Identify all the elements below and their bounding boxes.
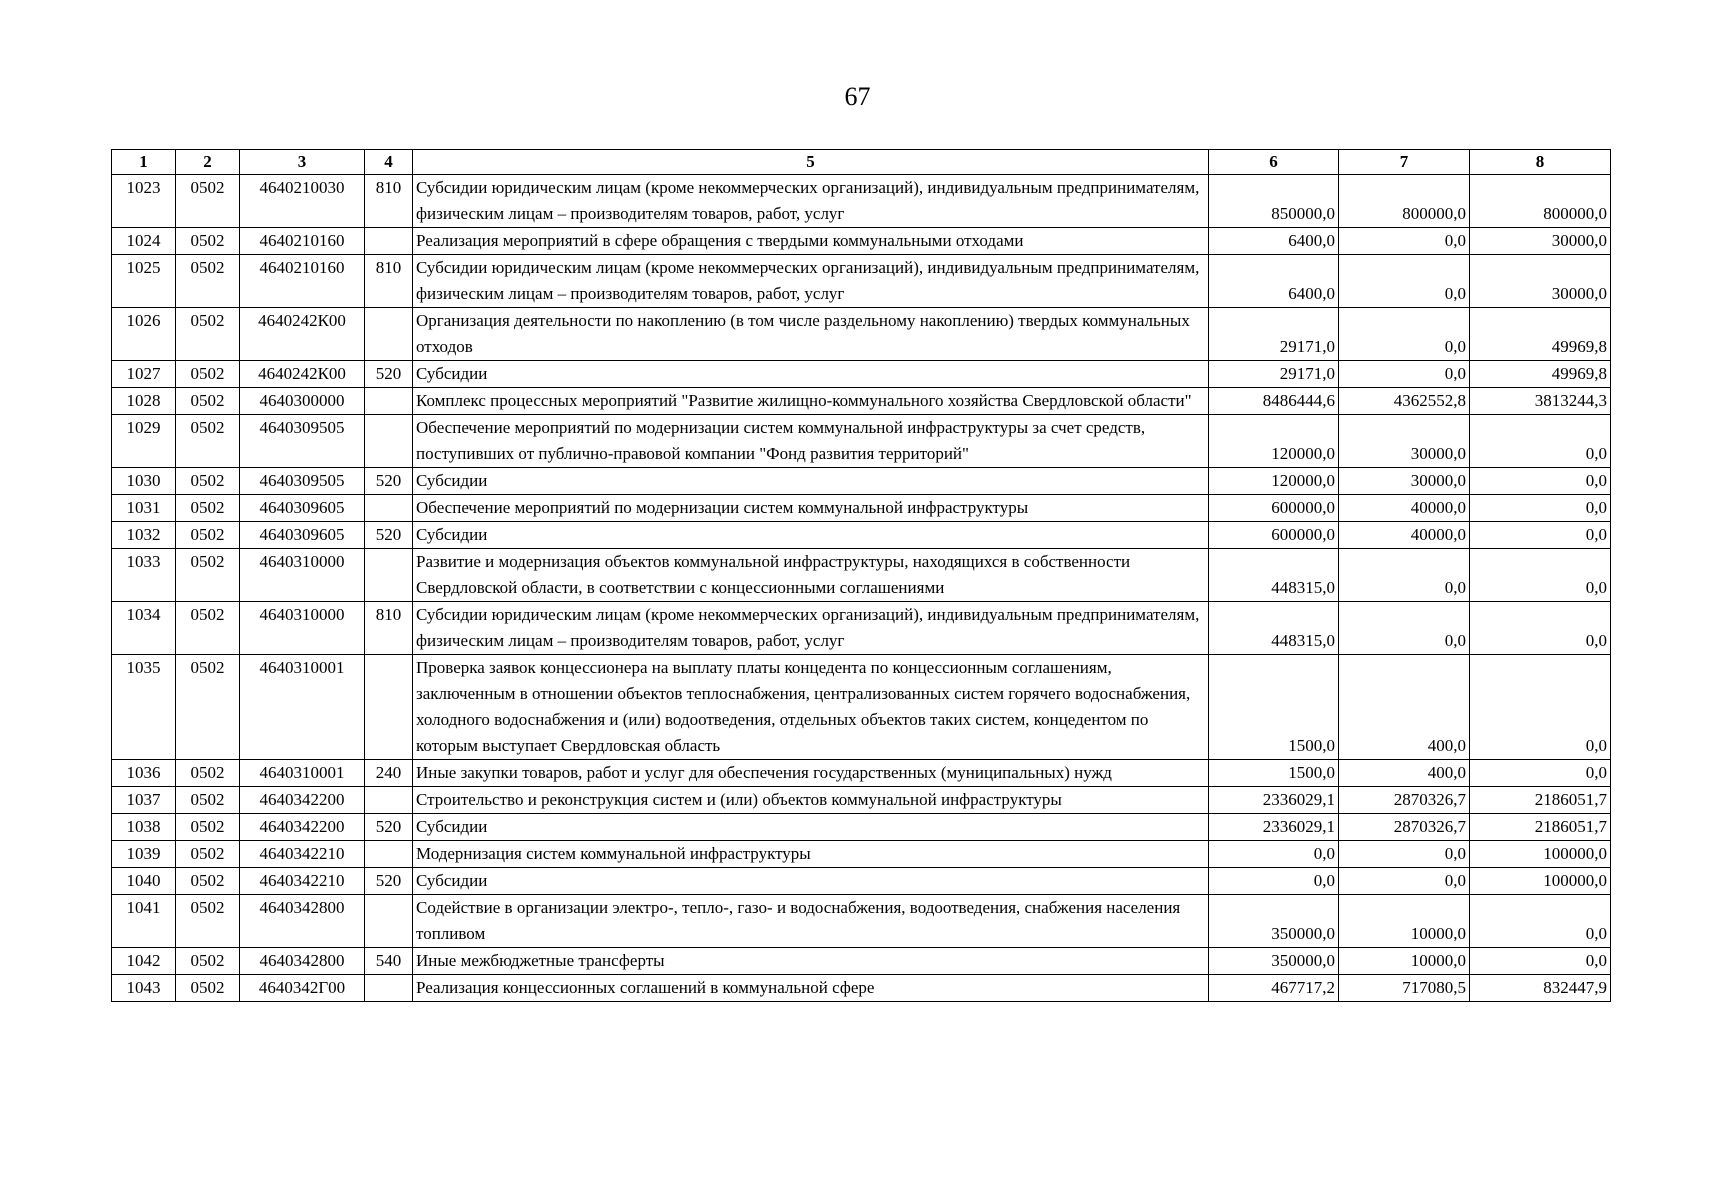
expense-type-cell: 520: [365, 468, 413, 495]
amount-cell: 0,0: [1470, 602, 1611, 655]
expense-type-cell: [365, 895, 413, 948]
name-cell: Обеспечение мероприятий по модернизации систем коммунальной инфраструктуры за счет средств, поступивших от публично-правовой компании "Фонд развития территорий": [413, 415, 1209, 468]
target-article-cell: 4640210160: [240, 255, 365, 308]
amount-cell: 8486444,6: [1209, 388, 1339, 415]
target-article-cell: 4640242К00: [240, 308, 365, 361]
table-row: [112, 602, 1611, 655]
expense-type-cell: 520: [365, 868, 413, 895]
amount-cell: 2186051,7: [1470, 814, 1611, 841]
amount-cell: 0,0: [1470, 415, 1611, 468]
name-cell: Модернизация систем коммунальной инфраструктуры: [413, 841, 1209, 868]
amount-cell: 350000,0: [1209, 948, 1339, 975]
section-code-cell: 0502: [176, 255, 240, 308]
amount-cell: 2186051,7: [1470, 787, 1611, 814]
table-row: [112, 975, 1611, 1002]
amount-cell: 3813244,3: [1470, 388, 1611, 415]
amount-cell: 0,0: [1470, 549, 1611, 602]
expense-type-cell: [365, 495, 413, 522]
amount-cell: 120000,0: [1209, 415, 1339, 468]
row-number-cell: 1028: [112, 388, 176, 415]
name-cell: Проверка заявок концессионера на выплату платы концедента по концессионным соглашениям, заключенным в отношении объектов теплоснабжения, централизованных систем горячего водоснабжения, холодного водоснабжения и (или) водоотведения, отдельных объектов таких систем, концедентом по которым выступает Свердловская область: [413, 655, 1209, 760]
name-cell: Комплекс процессных мероприятий "Развитие жилищно-коммунального хозяйства Свердловской области": [413, 388, 1209, 415]
header-cell: 6: [1209, 150, 1339, 175]
name-cell: Субсидии юридическим лицам (кроме некоммерческих организаций), индивидуальным предпринимателям, физическим лицам – производителям товаров, работ, услуг: [413, 602, 1209, 655]
page-number: 67: [844, 82, 871, 111]
target-article-cell: 4640310001: [240, 655, 365, 760]
section-code-cell: 0502: [176, 495, 240, 522]
header-cell: 2: [176, 150, 240, 175]
name-cell: Субсидии: [413, 814, 1209, 841]
table-row: [112, 868, 1611, 895]
name-cell: Организация деятельности по накоплению (в том числе раздельному накоплению) твердых коммунальных отходов: [413, 308, 1209, 361]
amount-cell: 0,0: [1339, 308, 1470, 361]
target-article-cell: 4640310001: [240, 760, 365, 787]
expense-type-cell: [365, 415, 413, 468]
amount-cell: 100000,0: [1470, 868, 1611, 895]
row-number-cell: 1025: [112, 255, 176, 308]
section-code-cell: 0502: [176, 975, 240, 1002]
row-number-cell: 1026: [112, 308, 176, 361]
amount-cell: 717080,5: [1339, 975, 1470, 1002]
target-article-cell: 4640210030: [240, 175, 365, 228]
amount-cell: 29171,0: [1209, 308, 1339, 361]
expense-type-cell: [365, 308, 413, 361]
name-cell: Субсидии юридическим лицам (кроме некоммерческих организаций), индивидуальным предпринимателям, физическим лицам – производителям товаров, работ, услуг: [413, 175, 1209, 228]
target-article-cell: 4640342210: [240, 868, 365, 895]
table-row: [112, 388, 1611, 415]
amount-cell: 0,0: [1339, 228, 1470, 255]
amount-cell: 2870326,7: [1339, 787, 1470, 814]
table-row: [112, 228, 1611, 255]
header-cell: 4: [365, 150, 413, 175]
section-code-cell: 0502: [176, 388, 240, 415]
row-number-cell: 1034: [112, 602, 176, 655]
amount-cell: 400,0: [1339, 760, 1470, 787]
table-row: [112, 787, 1611, 814]
expense-type-cell: 810: [365, 602, 413, 655]
amount-cell: 49969,8: [1470, 308, 1611, 361]
table-row: [112, 760, 1611, 787]
row-number-cell: 1040: [112, 868, 176, 895]
row-number-cell: 1023: [112, 175, 176, 228]
amount-cell: 10000,0: [1339, 948, 1470, 975]
amount-cell: 30000,0: [1470, 228, 1611, 255]
header-cell: 7: [1339, 150, 1470, 175]
section-code-cell: 0502: [176, 361, 240, 388]
amount-cell: 0,0: [1470, 522, 1611, 549]
target-article-cell: 4640309505: [240, 415, 365, 468]
amount-cell: 600000,0: [1209, 522, 1339, 549]
expense-type-cell: [365, 388, 413, 415]
name-cell: Субсидии: [413, 522, 1209, 549]
table-row: [112, 361, 1611, 388]
amount-cell: 850000,0: [1209, 175, 1339, 228]
amount-cell: 1500,0: [1209, 655, 1339, 760]
header-cell: 3: [240, 150, 365, 175]
target-article-cell: 4640309605: [240, 522, 365, 549]
amount-cell: 30000,0: [1339, 468, 1470, 495]
expense-type-cell: [365, 787, 413, 814]
row-number-cell: 1042: [112, 948, 176, 975]
target-article-cell: 4640342200: [240, 814, 365, 841]
table-row: [112, 175, 1611, 228]
amount-cell: 0,0: [1209, 841, 1339, 868]
target-article-cell: 4640310000: [240, 549, 365, 602]
name-cell: Строительство и реконструкция систем и (или) объектов коммунальной инфраструктуры: [413, 787, 1209, 814]
expense-type-cell: [365, 841, 413, 868]
amount-cell: 0,0: [1470, 760, 1611, 787]
amount-cell: 40000,0: [1339, 495, 1470, 522]
expense-type-cell: 810: [365, 255, 413, 308]
table-row: [112, 415, 1611, 468]
name-cell: Реализация концессионных соглашений в коммунальной сфере: [413, 975, 1209, 1002]
amount-cell: 10000,0: [1339, 895, 1470, 948]
name-cell: Обеспечение мероприятий по модернизации систем коммунальной инфраструктуры: [413, 495, 1209, 522]
row-number-cell: 1030: [112, 468, 176, 495]
amount-cell: 49969,8: [1470, 361, 1611, 388]
header-cell: 8: [1470, 150, 1611, 175]
section-code-cell: 0502: [176, 841, 240, 868]
target-article-cell: 4640309505: [240, 468, 365, 495]
name-cell: Субсидии: [413, 868, 1209, 895]
name-cell: Развитие и модернизация объектов коммунальной инфраструктуры, находящихся в собственности Свердловской области, в соответствии с концессионными соглашениями: [413, 549, 1209, 602]
expense-type-cell: [365, 975, 413, 1002]
section-code-cell: 0502: [176, 895, 240, 948]
section-code-cell: 0502: [176, 522, 240, 549]
section-code-cell: 0502: [176, 228, 240, 255]
amount-cell: 350000,0: [1209, 895, 1339, 948]
amount-cell: 800000,0: [1339, 175, 1470, 228]
name-cell: Субсидии: [413, 468, 1209, 495]
expense-type-cell: 520: [365, 361, 413, 388]
row-number-cell: 1031: [112, 495, 176, 522]
amount-cell: 2336029,1: [1209, 787, 1339, 814]
section-code-cell: 0502: [176, 787, 240, 814]
section-code-cell: 0502: [176, 655, 240, 760]
table-row: [112, 549, 1611, 602]
expense-type-cell: 240: [365, 760, 413, 787]
amount-cell: 448315,0: [1209, 549, 1339, 602]
section-code-cell: 0502: [176, 948, 240, 975]
table-row: [112, 495, 1611, 522]
row-number-cell: 1024: [112, 228, 176, 255]
amount-cell: 832447,9: [1470, 975, 1611, 1002]
section-code-cell: 0502: [176, 549, 240, 602]
table-header-row: [112, 150, 1611, 175]
table-row: [112, 468, 1611, 495]
target-article-cell: 4640309605: [240, 495, 365, 522]
table-row: [112, 895, 1611, 948]
table-row: [112, 655, 1611, 760]
amount-cell: 1500,0: [1209, 760, 1339, 787]
amount-cell: 4362552,8: [1339, 388, 1470, 415]
amount-cell: 0,0: [1339, 868, 1470, 895]
name-cell: Иные закупки товаров, работ и услуг для обеспечения государственных (муниципальных) нужд: [413, 760, 1209, 787]
amount-cell: 0,0: [1339, 549, 1470, 602]
section-code-cell: 0502: [176, 175, 240, 228]
amount-cell: 0,0: [1209, 868, 1339, 895]
expense-type-cell: 540: [365, 948, 413, 975]
amount-cell: 120000,0: [1209, 468, 1339, 495]
amount-cell: 0,0: [1339, 361, 1470, 388]
row-number-cell: 1043: [112, 975, 176, 1002]
amount-cell: 448315,0: [1209, 602, 1339, 655]
header-cell: 1: [112, 150, 176, 175]
name-cell: Иные межбюджетные трансферты: [413, 948, 1209, 975]
section-code-cell: 0502: [176, 868, 240, 895]
amount-cell: 800000,0: [1470, 175, 1611, 228]
section-code-cell: 0502: [176, 308, 240, 361]
table-row: [112, 308, 1611, 361]
section-code-cell: 0502: [176, 814, 240, 841]
budget-table: [111, 149, 1611, 1002]
amount-cell: 30000,0: [1339, 415, 1470, 468]
amount-cell: 0,0: [1339, 255, 1470, 308]
amount-cell: 467717,2: [1209, 975, 1339, 1002]
row-number-cell: 1029: [112, 415, 176, 468]
amount-cell: 400,0: [1339, 655, 1470, 760]
amount-cell: 0,0: [1339, 841, 1470, 868]
target-article-cell: 4640310000: [240, 602, 365, 655]
section-code-cell: 0502: [176, 468, 240, 495]
target-article-cell: 4640342200: [240, 787, 365, 814]
target-article-cell: 4640342210: [240, 841, 365, 868]
name-cell: Содействие в организации электро-, тепло-, газо- и водоснабжения, водоотведения, снабжения населения топливом: [413, 895, 1209, 948]
amount-cell: 2336029,1: [1209, 814, 1339, 841]
amount-cell: 6400,0: [1209, 255, 1339, 308]
amount-cell: 0,0: [1339, 602, 1470, 655]
expense-type-cell: [365, 655, 413, 760]
row-number-cell: 1027: [112, 361, 176, 388]
amount-cell: 29171,0: [1209, 361, 1339, 388]
amount-cell: 0,0: [1470, 495, 1611, 522]
row-number-cell: 1033: [112, 549, 176, 602]
expense-type-cell: [365, 549, 413, 602]
amount-cell: 40000,0: [1339, 522, 1470, 549]
section-code-cell: 0502: [176, 602, 240, 655]
section-code-cell: 0502: [176, 760, 240, 787]
expense-type-cell: 520: [365, 814, 413, 841]
row-number-cell: 1035: [112, 655, 176, 760]
row-number-cell: 1039: [112, 841, 176, 868]
name-cell: Реализация мероприятий в сфере обращения с твердыми коммунальными отходами: [413, 228, 1209, 255]
table-row: [112, 522, 1611, 549]
row-number-cell: 1038: [112, 814, 176, 841]
target-article-cell: 4640210160: [240, 228, 365, 255]
amount-cell: 0,0: [1470, 895, 1611, 948]
table-row: [112, 255, 1611, 308]
target-article-cell: 4640342800: [240, 948, 365, 975]
expense-type-cell: 810: [365, 175, 413, 228]
row-number-cell: 1036: [112, 760, 176, 787]
target-article-cell: 4640242К00: [240, 361, 365, 388]
amount-cell: 0,0: [1470, 468, 1611, 495]
table-row: [112, 948, 1611, 975]
header-cell: 5: [413, 150, 1209, 175]
amount-cell: 6400,0: [1209, 228, 1339, 255]
expense-type-cell: 520: [365, 522, 413, 549]
amount-cell: 0,0: [1470, 655, 1611, 760]
amount-cell: 600000,0: [1209, 495, 1339, 522]
amount-cell: 0,0: [1470, 948, 1611, 975]
table-row: [112, 814, 1611, 841]
amount-cell: 30000,0: [1470, 255, 1611, 308]
section-code-cell: 0502: [176, 415, 240, 468]
row-number-cell: 1032: [112, 522, 176, 549]
amount-cell: 2870326,7: [1339, 814, 1470, 841]
expense-type-cell: [365, 228, 413, 255]
table-row: [112, 841, 1611, 868]
row-number-cell: 1041: [112, 895, 176, 948]
target-article-cell: 4640342800: [240, 895, 365, 948]
name-cell: Субсидии: [413, 361, 1209, 388]
target-article-cell: 4640342Г00: [240, 975, 365, 1002]
name-cell: Субсидии юридическим лицам (кроме некоммерческих организаций), индивидуальным предпринимателям, физическим лицам – производителям товаров, работ, услуг: [413, 255, 1209, 308]
amount-cell: 100000,0: [1470, 841, 1611, 868]
target-article-cell: 4640300000: [240, 388, 365, 415]
row-number-cell: 1037: [112, 787, 176, 814]
